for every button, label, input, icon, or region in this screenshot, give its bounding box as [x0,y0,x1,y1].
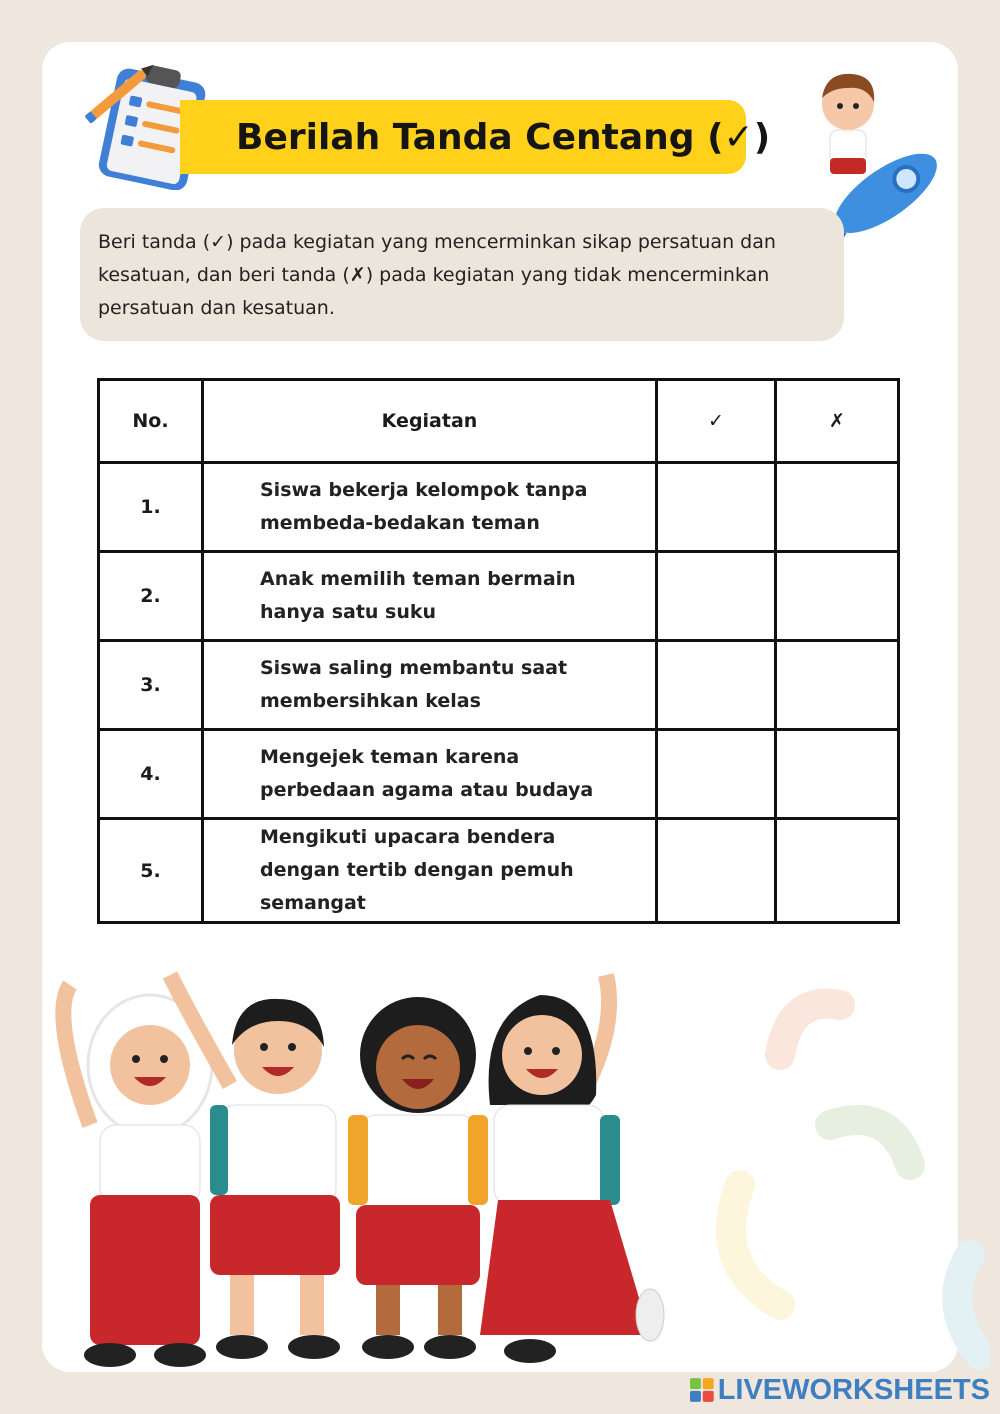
instruction-box [80,208,844,341]
row-number: 4. [99,730,203,819]
students-group-illustration [10,955,690,1375]
header-activity: Kegiatan [203,380,657,463]
table-row [99,819,899,923]
cross-answer-cell[interactable] [776,641,899,730]
header-number: No. [99,380,203,463]
liveworksheets-mark-icon [690,1377,714,1403]
row-activity: Siswa bekerja kelompok tanpa membeda-bedakan teman [203,463,657,552]
table-row [99,552,899,641]
row-number: 1. [99,463,203,552]
check-answer-cell[interactable] [657,552,776,641]
cross-answer-cell[interactable] [776,819,899,923]
row-number: 2. [99,552,203,641]
table-row [99,641,899,730]
header-check: ✓ [657,380,776,463]
table-row [99,463,899,552]
row-activity: Mengejek teman karena perbedaan agama atau budaya [203,730,657,819]
row-number: 5. [99,819,203,923]
header-cross: ✗ [776,380,899,463]
decorative-shapes [700,975,990,1375]
row-activity: Mengikuti upacara bendera dengan tertib dengan pemuh semangat [203,819,657,923]
table-header-row [99,380,899,463]
row-activity: Anak memilih teman bermain hanya satu suku [203,552,657,641]
check-answer-cell[interactable] [657,819,776,923]
row-number: 3. [99,641,203,730]
activity-table [97,378,900,924]
table-row [99,730,899,819]
instruction-text: Beri tanda (✓) pada kegiatan yang mencerminkan sikap persatuan dan kesatuan, dan beri tanda (✗) pada kegiatan yang tidak mencerminkan persatuan dan kesatuan. [98,231,776,319]
cross-answer-cell[interactable] [776,463,899,552]
check-answer-cell[interactable] [657,641,776,730]
liveworksheets-logo [690,1372,990,1408]
row-activity: Siswa saling membantu saat membersihkan kelas [203,641,657,730]
cross-answer-cell[interactable] [776,552,899,641]
cross-answer-cell[interactable] [776,730,899,819]
page-title: Berilah Tanda Centang (✓) [236,117,771,158]
check-answer-cell[interactable] [657,730,776,819]
check-answer-cell[interactable] [657,463,776,552]
logo-text: LIVEWORKSHEETS [717,1373,990,1406]
